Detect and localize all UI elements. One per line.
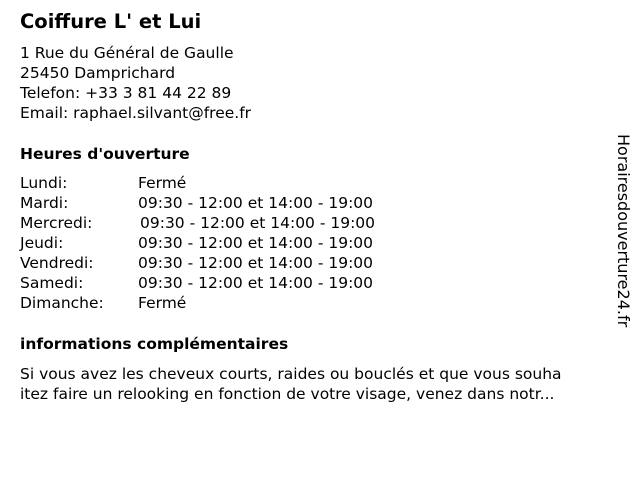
day-label: Lundi:	[20, 174, 68, 192]
day-label: Dimanche:	[20, 294, 104, 312]
phone-number[interactable]: Telefon: +33 3 81 44 22 89	[20, 84, 232, 102]
opening-hours-table	[20, 173, 375, 313]
info-line: itez faire un relooking en fonction de votre visage, venez dans notr...	[20, 385, 555, 403]
day-label: Samedi:	[20, 274, 84, 292]
hours-row-friday	[20, 253, 375, 273]
day-hours: 09:30 - 12:00 et 14:00 - 19:00	[138, 194, 374, 212]
email-address[interactable]: Email: raphael.silvant@free.fr	[20, 104, 252, 122]
day-hours: 09:30 - 12:00 et 14:00 - 19:00	[138, 254, 374, 272]
day-hours: 09:30 - 12:00 et 14:00 - 19:00	[138, 274, 374, 292]
opening-hours-heading: Heures d'ouverture	[20, 145, 190, 163]
hours-row-wednesday	[20, 213, 375, 233]
watermark-text: Horairesdouverture24.fr	[614, 134, 633, 328]
day-label: Mercredi:	[20, 214, 93, 232]
hours-row-thursday	[20, 233, 375, 253]
day-hours: 09:30 - 12:00 et 14:00 - 19:00	[138, 234, 374, 252]
additional-info-text	[20, 364, 625, 404]
address-street: 1 Rue du Général de Gaulle	[20, 44, 234, 62]
address-city: 25450 Damprichard	[20, 64, 176, 82]
day-hours: Fermé	[138, 294, 187, 312]
hours-row-monday	[20, 173, 375, 193]
business-contact	[20, 43, 251, 123]
business-name: Coiffure L' et Lui	[20, 10, 202, 33]
day-label: Vendredi:	[20, 254, 94, 272]
day-hours: Fermé	[138, 174, 187, 192]
info-line: Si vous avez les cheveux courts, raides ou bouclés et que vous souha	[20, 365, 562, 383]
day-hours: 09:30 - 12:00 et 14:00 - 19:00	[140, 214, 376, 232]
day-label: Mardi:	[20, 194, 69, 212]
hours-row-tuesday	[20, 193, 375, 213]
hours-row-sunday	[20, 293, 375, 313]
hours-row-saturday	[20, 273, 375, 293]
day-label: Jeudi:	[20, 234, 64, 252]
additional-info-heading: informations complémentaires	[20, 335, 289, 353]
site-watermark	[612, 134, 634, 346]
